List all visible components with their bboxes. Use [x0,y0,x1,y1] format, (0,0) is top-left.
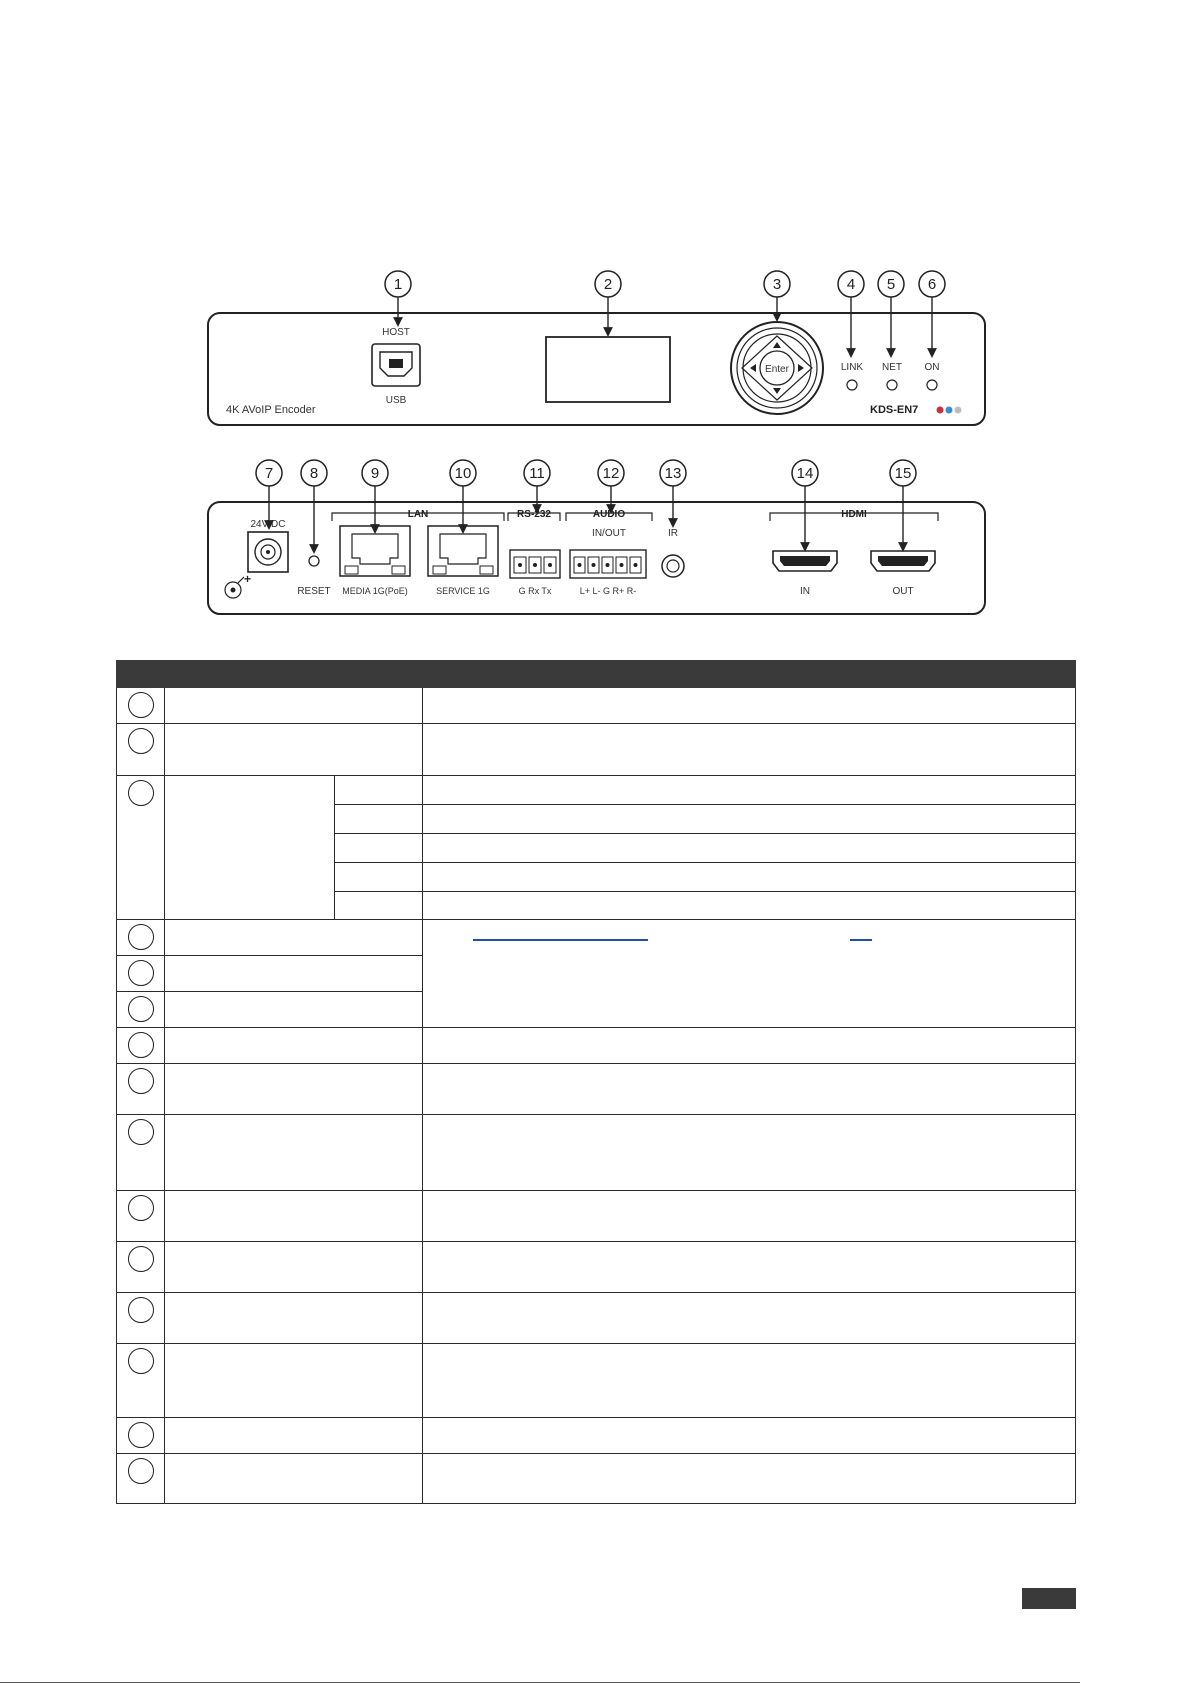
table-row [117,776,1076,805]
display-screen [546,337,670,402]
svg-text:8: 8 [309,465,319,482]
hyperlink-underline[interactable] [473,939,648,941]
host-label: HOST [382,327,410,338]
row-number-marker [128,1195,154,1221]
svg-text:1: 1 [393,276,403,293]
footer-rule [0,1682,1080,1683]
row-number-marker [128,1246,154,1272]
row-number-marker [128,924,154,950]
page-number-badge [1022,1588,1076,1609]
row-number-marker [128,1297,154,1323]
row-number-marker [128,1068,154,1094]
device-panel-diagram [0,0,1192,640]
hdmi-in-port[interactable] [773,551,837,571]
ir-jack[interactable] [662,555,684,577]
net-led [887,380,897,390]
table-row [117,1454,1076,1504]
brand-dots-icon [937,407,962,414]
svg-text:+: + [244,572,252,586]
power-label: 24V DC [250,519,286,530]
audio-sub-label: IN/OUT [592,528,626,539]
power-connector[interactable] [248,532,288,572]
product-name: 4K AVoIP Encoder [226,404,316,416]
table-row [117,724,1076,776]
reset-button[interactable] [309,556,319,566]
ir-label: IR [668,528,678,539]
svg-text:15: 15 [894,465,912,482]
svg-text:6: 6 [927,276,937,293]
callout-15 [890,460,916,550]
table-row [117,1064,1076,1115]
table-row [117,1191,1076,1242]
service-port-label: SERVICE 1G [436,586,490,596]
rs232-pin-labels: G Rx Tx [518,586,552,596]
row-number-marker [128,996,154,1022]
row-number-marker [128,1348,154,1374]
audio-terminal-block[interactable] [570,550,646,578]
audio-pin-labels: L+ L- G R+ R- [579,586,637,596]
navigation-keypad[interactable] [731,322,823,414]
table-row [117,1418,1076,1454]
table-row [117,1242,1076,1293]
table-row [117,920,1076,956]
front-panel [208,313,985,425]
svg-text:2: 2 [603,276,613,293]
svg-text:5: 5 [886,276,896,293]
rear-panel [208,502,985,614]
svg-text:9: 9 [370,465,380,482]
audio-group-label: AUDIO [592,509,626,520]
callout-1 [385,271,411,325]
row-number-marker [128,1032,154,1058]
net-led-label: NET [882,362,902,373]
service-ethernet-port[interactable] [428,526,498,576]
media-port-label: MEDIA 1G(PoE) [342,586,408,596]
on-led-label: ON [924,362,940,373]
callout-13 [660,460,686,526]
row-number-marker [128,1422,154,1448]
svg-text:11: 11 [529,465,545,482]
callout-2 [595,271,621,335]
rear-callouts [256,460,916,552]
callout-11 [524,460,550,512]
row-number-marker [128,692,154,718]
table-row [117,1028,1076,1064]
callout-12 [598,460,624,512]
svg-text:10: 10 [454,465,472,482]
row-number-marker [128,1458,154,1484]
feature-table [116,660,1076,1504]
table-row [117,1293,1076,1344]
callout-14 [792,460,818,550]
media-ethernet-port[interactable] [340,526,410,576]
row-number-marker [128,780,154,806]
rs232-group-label: RS-232 [517,509,551,520]
svg-text:12: 12 [602,465,620,482]
callout-8 [301,460,327,552]
hdmi-in-label: IN [800,586,810,597]
row-number-marker [128,1119,154,1145]
svg-text:4: 4 [846,276,856,293]
enter-button-label[interactable]: Enter [765,364,789,375]
svg-text:7: 7 [264,465,274,482]
hdmi-out-label: OUT [892,586,914,597]
hyperlink-underline[interactable] [850,939,872,941]
table-row [117,1115,1076,1191]
callout-9 [362,460,388,532]
svg-text:14: 14 [796,465,814,482]
reset-label: RESET [297,586,331,597]
svg-text:3: 3 [772,276,782,293]
table-row [117,688,1076,724]
svg-text:13: 13 [664,465,682,482]
on-led [927,380,937,390]
model-name: KDS-EN7 [870,404,919,416]
link-led [847,380,857,390]
table-header-row [117,661,1076,688]
power-polarity-icon [225,572,251,598]
row-number-marker [128,960,154,986]
hdmi-out-port[interactable] [871,551,935,571]
table-row [117,1344,1076,1418]
link-led-label: LINK [840,362,864,373]
hdmi-group-label: HDMI [841,509,867,520]
rs232-terminal-block[interactable] [510,550,560,578]
callout-10 [450,460,476,532]
callout-7 [256,460,282,528]
lan-group-label: LAN [407,509,429,520]
row-number-marker [128,728,154,754]
usb-label: USB [385,395,407,406]
usb-port[interactable] [372,344,420,386]
